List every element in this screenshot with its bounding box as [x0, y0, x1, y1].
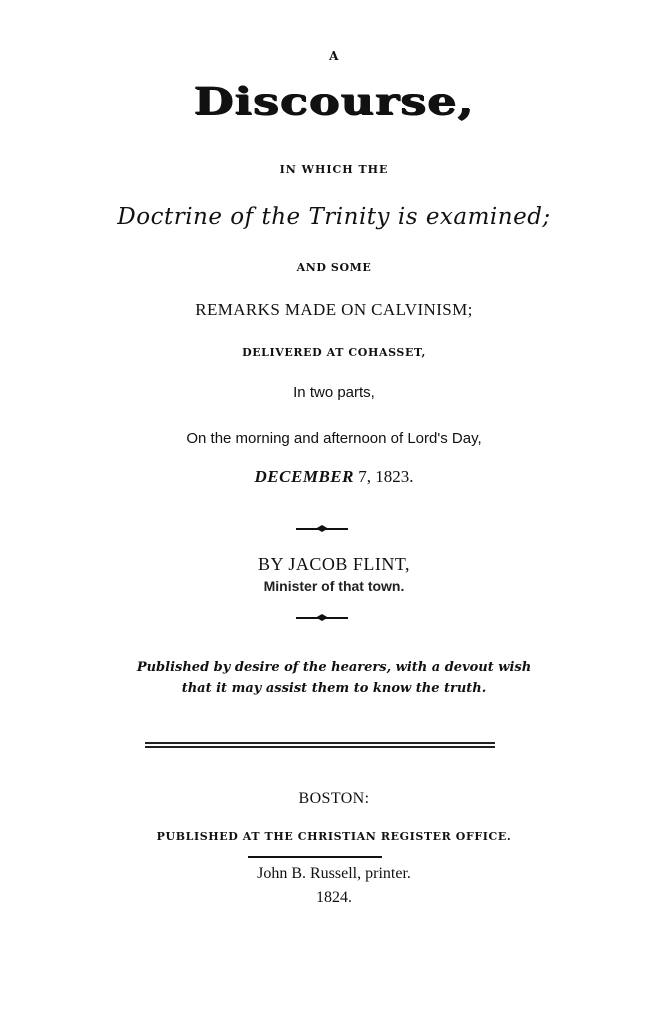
imprint-printer: John B. Russell, printer. — [257, 865, 411, 882]
author-name: BY JACOB FLINT, — [257, 554, 410, 574]
imprint-year: 1824. — [316, 889, 352, 906]
parts-note: In two parts, — [293, 384, 375, 401]
second-subject: REMARKS MADE ON CALVINISM; — [195, 300, 473, 319]
date-month: DECEMBER — [254, 467, 354, 486]
imprint-city: BOSTON: — [298, 790, 370, 807]
dedication-line-2: that it may assist them to know the truth. — [181, 681, 487, 696]
delivery-location: DELIVERED AT COHASSET, — [242, 346, 426, 359]
occasion-text: On the morning and afternoon of Lord's Day, — [186, 430, 482, 447]
subtitle-main: Doctrine of the Trinity is examined; — [117, 204, 551, 230]
date-day-year: 7, 1823. — [353, 467, 414, 486]
title-article: A — [329, 49, 339, 63]
author-role: Minister of that town. — [263, 578, 405, 594]
connector-text: AND SOME — [296, 261, 372, 274]
subtitle-intro: IN WHICH THE — [279, 163, 389, 176]
ornament-divider-top — [296, 525, 348, 533]
ornament-divider-bottom — [296, 614, 348, 622]
short-rule-divider — [248, 856, 382, 858]
imprint-publisher: PUBLISHED AT THE CHRISTIAN REGISTER OFFICE. — [156, 830, 512, 843]
double-rule-divider — [145, 742, 495, 748]
delivery-date — [0, 468, 668, 485]
dedication-line-1: Published by desire of the hearers, with a devout wish — [136, 660, 532, 675]
main-title: Discourse, — [193, 78, 475, 123]
